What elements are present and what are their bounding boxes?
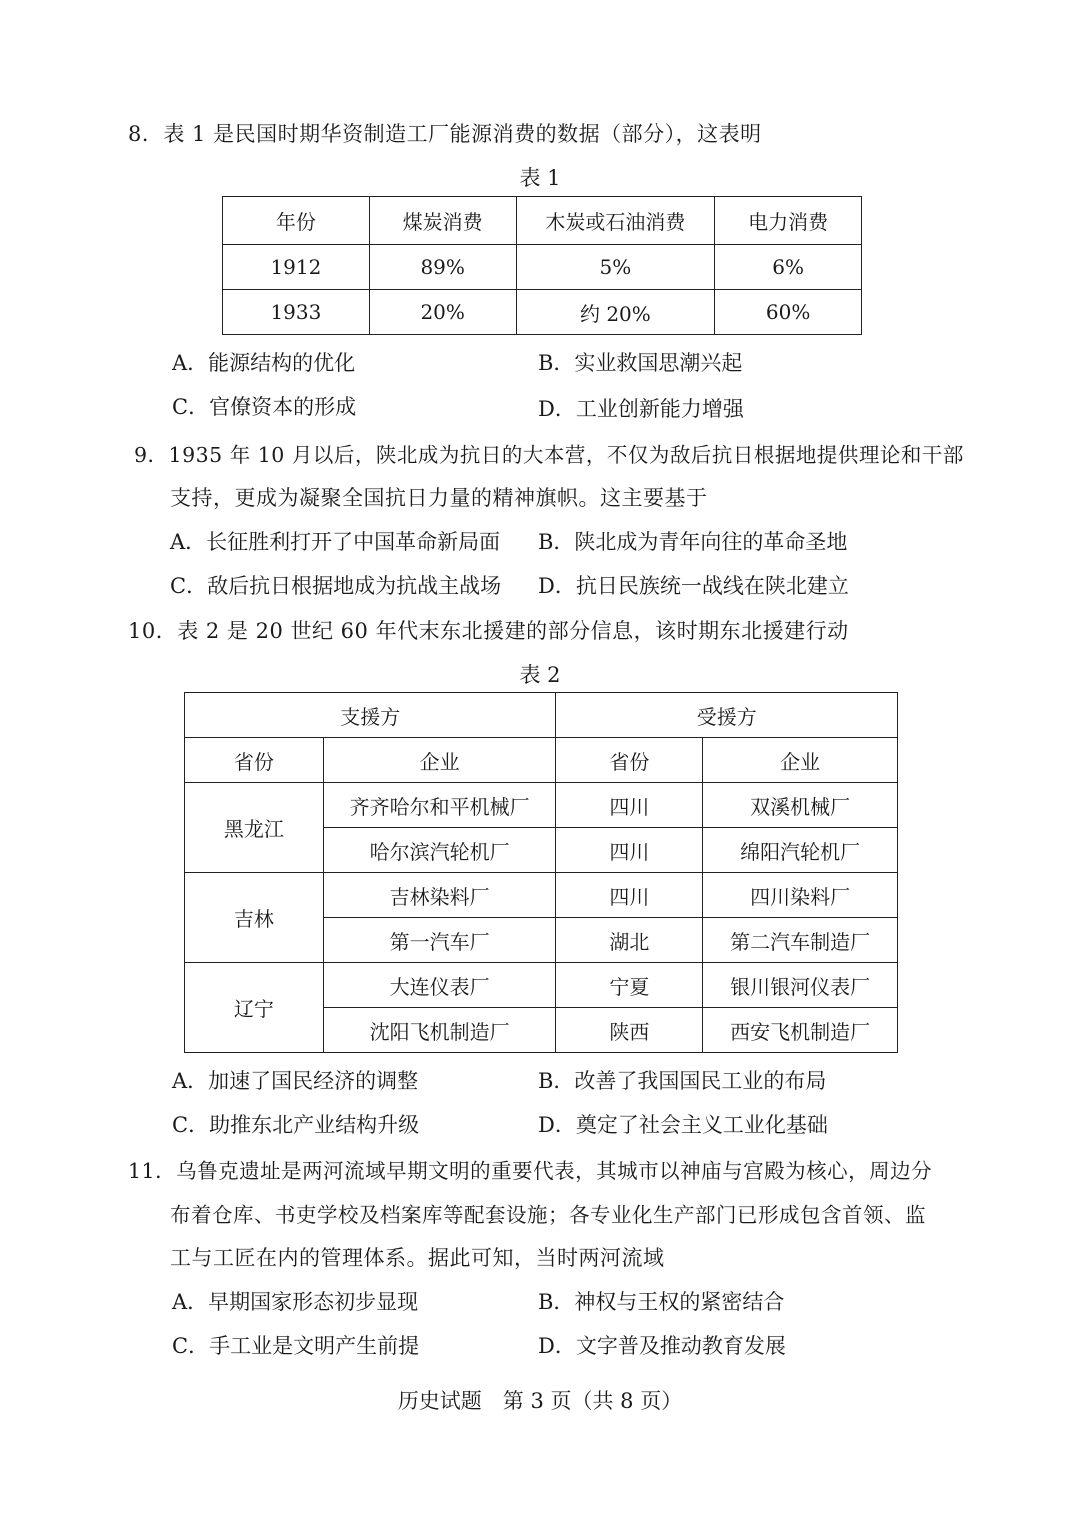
q10-option-c[interactable]: C．助推东北产业结构升级 <box>172 1113 420 1137</box>
table2-cell: 吉林染料厂 <box>323 873 556 918</box>
q11-option-d[interactable]: D．文字普及推动教育发展 <box>538 1334 786 1358</box>
q8-option-c[interactable]: C．官僚资本的形成 <box>172 395 357 419</box>
table1-cell: 60% <box>715 290 862 335</box>
table1-header-year: 年份 <box>223 197 370 245</box>
q11-stem-line1: 11．乌鲁克遗址是两河流域早期文明的重要代表，其城市以神庙与宫殿为核心，周边分 <box>128 1159 933 1183</box>
table2-cell: 四川染料厂 <box>703 873 898 918</box>
q9-stem-line1: 9．1935 年 10 月以后，陕北成为抗日的大本营，不仅为敌后抗日根据地提供理论和干部 <box>134 443 964 467</box>
q11-stem-line2: 布着仓库、书吏学校及档案库等配套设施；各专业化生产部门已形成包含首领、监 <box>170 1203 926 1227</box>
table1-cell: 1933 <box>223 290 370 335</box>
table2-cell: 哈尔滨汽轮机厂 <box>323 828 556 873</box>
q11-stem-line3: 工与工匠在内的管理体系。据此可知，当时两河流域 <box>170 1246 665 1270</box>
table2-caption: 表 2 <box>519 663 561 687</box>
table2-cell: 银川银河仪表厂 <box>703 963 898 1008</box>
q11-option-a[interactable]: A．早期国家形态初步显现 <box>172 1290 419 1314</box>
q9-option-a[interactable]: A．长征胜利打开了中国革命新局面 <box>170 530 501 554</box>
table2-cell: 湖北 <box>556 918 703 963</box>
table2-cell: 西安飞机制造厂 <box>703 1008 898 1053</box>
q10-option-b[interactable]: B．改善了我国国民工业的布局 <box>538 1069 827 1093</box>
table1-cell: 89% <box>369 245 516 290</box>
table2-cell: 四川 <box>556 828 703 873</box>
q9-stem-line2: 支持，更成为凝聚全国抗日力量的精神旗帜。这主要基于 <box>170 486 708 510</box>
q11-option-c[interactable]: C．手工业是文明产生前提 <box>172 1334 420 1358</box>
table2-subheader-enterprise: 企业 <box>703 738 898 783</box>
table2-cell: 沈阳飞机制造厂 <box>323 1008 556 1053</box>
table-row <box>223 245 862 290</box>
q10-stem: 10．表 2 是 20 世纪 60 年代末东北援建的部分信息，该时期东北援建行动 <box>128 619 849 643</box>
table2-province: 吉林 <box>185 873 324 963</box>
table2 <box>184 692 898 1053</box>
q10-option-d[interactable]: D．奠定了社会主义工业化基础 <box>538 1113 828 1137</box>
table2-province: 黑龙江 <box>185 783 324 873</box>
table-row <box>185 873 898 918</box>
q8-option-b[interactable]: B．实业救国思潮兴起 <box>538 351 743 375</box>
q8-stem: 8．表 1 是民国时期华资制造工厂能源消费的数据（部分），这表明 <box>128 122 762 146</box>
table2-cell: 双溪机械厂 <box>703 783 898 828</box>
table2-subheader-province: 省份 <box>185 738 324 783</box>
table2-header-recipient: 受援方 <box>556 693 898 738</box>
table1-cell: 约 20% <box>516 290 715 335</box>
table2-province: 辽宁 <box>185 963 324 1053</box>
table2-cell: 四川 <box>556 873 703 918</box>
table2-cell: 陕西 <box>556 1008 703 1053</box>
table-row <box>185 783 898 828</box>
q8-option-d[interactable]: D．工业创新能力增强 <box>538 397 744 421</box>
q9-option-d[interactable]: D．抗日民族统一战线在陕北建立 <box>538 574 849 598</box>
table1-header-coal: 煤炭消费 <box>369 197 516 245</box>
q11-option-b[interactable]: B．神权与王权的紧密结合 <box>538 1290 785 1314</box>
table2-subheader-province: 省份 <box>556 738 703 783</box>
table2-cell: 宁夏 <box>556 963 703 1008</box>
table2-cell: 齐齐哈尔和平机械厂 <box>323 783 556 828</box>
table2-header-supporter: 支援方 <box>185 693 556 738</box>
table1-cell: 20% <box>369 290 516 335</box>
table2-cell: 第一汽车厂 <box>323 918 556 963</box>
table2-subheader-enterprise: 企业 <box>323 738 556 783</box>
table2-cell: 四川 <box>556 783 703 828</box>
q10-option-a[interactable]: A．加速了国民经济的调整 <box>172 1069 419 1093</box>
q8-option-a[interactable]: A．能源结构的优化 <box>172 351 356 375</box>
table1 <box>222 196 862 335</box>
q9-option-c[interactable]: C．敌后抗日根据地成为抗战主战场 <box>170 574 502 598</box>
table1-cell: 6% <box>715 245 862 290</box>
table2-cell: 绵阳汽轮机厂 <box>703 828 898 873</box>
table1-cell: 5% <box>516 245 715 290</box>
table1-caption: 表 1 <box>519 166 561 190</box>
page-footer: 历史试题 第 3 页（共 8 页） <box>397 1389 683 1413</box>
table-row <box>185 963 898 1008</box>
table-row <box>223 290 862 335</box>
table2-cell: 大连仪表厂 <box>323 963 556 1008</box>
q9-option-b[interactable]: B．陕北成为青年向往的革命圣地 <box>538 530 848 554</box>
table1-cell: 1912 <box>223 245 370 290</box>
table1-header-electric: 电力消费 <box>715 197 862 245</box>
table1-header-charcoal-oil: 木炭或石油消费 <box>516 197 715 245</box>
table2-cell: 第二汽车制造厂 <box>703 918 898 963</box>
